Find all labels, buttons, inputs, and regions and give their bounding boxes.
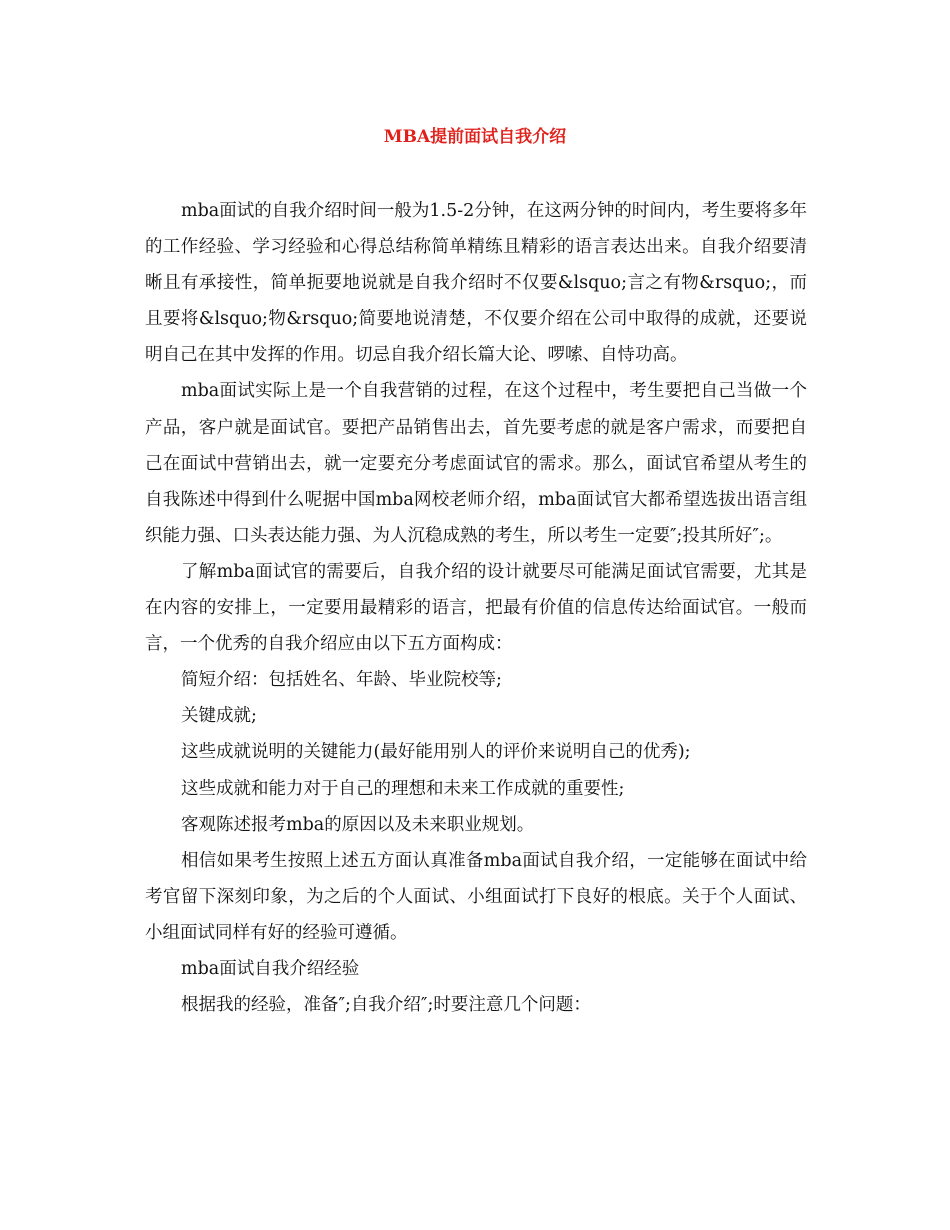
- list-item-key-abilities: 这些成就说明的关键能力(最好能用别人的评价来说明自己的优秀);: [181, 742, 691, 763]
- paragraph-intro-time: mba面试的自我介绍时间一般为1.5-2分钟，在这两分钟的时间内，考生要将多年的工作经验、学习经验和心得总结称简单精练且精彩的语言表达出来。自我介绍要清晰且有承接性，简单扼要地说就是自我介绍时不仅要&lsquo;言之有物&rsquo;，而且要将&lsquo;物&rsquo;简要地说清楚，不仅要介绍在公司中取得的成就，还要说明自己在其中发挥的作用。切忌自我介绍长篇大论、啰嗦、自恃功高。: [145, 201, 807, 366]
- list-item-reasons-career-plan: 客观陈述报考mba的原因以及未来职业规划。: [181, 814, 535, 835]
- list-item-key-achievements: 关键成就;: [181, 706, 257, 727]
- list-item-importance: 这些成就和能力对于自己的理想和未来工作成就的重要性;: [181, 778, 625, 799]
- paragraph-self-marketing: mba面试实际上是一个自我营销的过程，在这个过程中，考生要把自己当做一个产品，客户就是面试官。要把产品销售出去，首先要考虑的就是客户需求，而要把自己在面试中营销出去，就一定要充分考虑面试官的需求。那么，面试官希望从考生的自我陈述中得到什么呢据中国mba网校老师介绍，mba面试官大都希望选拔出语言组织能力强、口头表达能力强、为人沉稳成熟的考生，所以考生一定要″;投其所好″;。: [145, 381, 807, 546]
- section-heading-experience: mba面试自我介绍经验: [181, 958, 360, 979]
- document-title: MBA提前面试自我介绍: [383, 127, 567, 147]
- document-body: [145, 193, 807, 1023]
- paragraph-experience-intro: 根据我的经验，准备″;自我介绍″;时要注意几个问题：: [181, 995, 591, 1016]
- list-item-brief-intro: 简短介绍：包括姓名、年龄、毕业院校等;: [181, 670, 502, 691]
- paragraph-conclusion: 相信如果考生按照上述五方面认真准备mba面试自我介绍，一定能够在面试中给考官留下深刻印象，为之后的个人面试、小组面试打下良好的根底。关于个人面试、小组面试同样有好的经验可遵循。: [145, 850, 807, 943]
- paragraph-design-requirements: 了解mba面试官的需要后，自我介绍的设计就要尽可能满足面试官需要，尤其是在内容的安排上，一定要用最精彩的语言，把最有价值的信息传达给面试官。一般而言，一个优秀的自我介绍应由以下五方面构成：: [145, 561, 807, 655]
